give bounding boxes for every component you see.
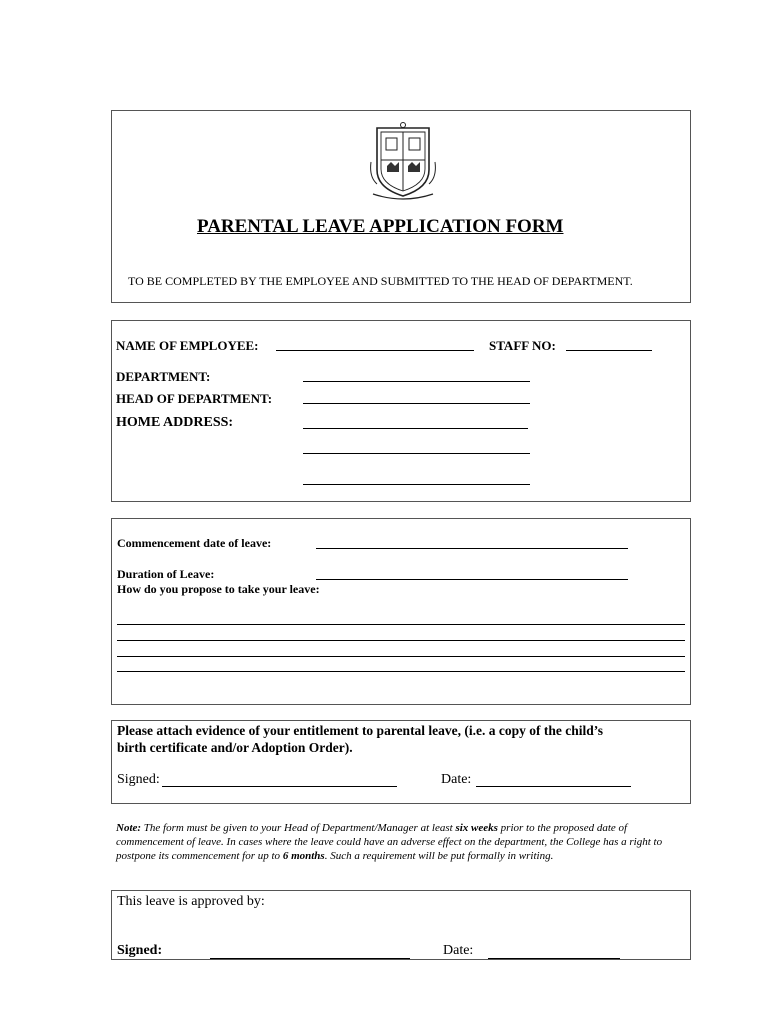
head-of-department-field[interactable] xyxy=(303,403,530,404)
commencement-label: Commencement date of leave: xyxy=(117,536,272,550)
note-six-months: 6 months xyxy=(282,850,325,862)
approval-date-field[interactable] xyxy=(488,958,620,959)
note-text-2: prior to the proposed date of commencement of leave. In cases where the leave could have an adverse effect on the department, the College has a right to postpone its commencement for up to xyxy=(116,822,663,862)
approval-date-label: Date: xyxy=(443,943,474,958)
evidence-signature-field[interactable] xyxy=(162,786,397,787)
evidence-date-field[interactable] xyxy=(476,786,631,787)
evidence-text-line-1: Please attach evidence of your entitlement to parental leave, (i.e. a copy of the child’s xyxy=(117,723,604,738)
how-field-1[interactable] xyxy=(117,624,685,625)
home-address-field-2[interactable] xyxy=(303,453,530,454)
employee-name-field[interactable] xyxy=(276,350,474,351)
note-paragraph xyxy=(116,821,688,863)
home-address-field-1[interactable] xyxy=(303,428,528,429)
commencement-field[interactable] xyxy=(316,548,628,549)
note-text-3: . Such a requirement will be put formally in writing. xyxy=(324,850,554,862)
approval-signed-label: Signed: xyxy=(117,943,163,958)
how-label: How do you propose to take your leave: xyxy=(117,582,320,596)
approval-signature-field[interactable] xyxy=(210,958,410,959)
note-text-1: The form must be given to your Head of Department/Manager at least xyxy=(143,822,453,834)
duration-field[interactable] xyxy=(316,579,628,580)
evidence-date-label: Date: xyxy=(441,772,472,787)
head-of-department-label: HEAD OF DEPARTMENT: xyxy=(116,391,273,406)
department-field[interactable] xyxy=(303,381,530,382)
note-label: Note: xyxy=(116,822,142,834)
home-address-label: HOME ADDRESS: xyxy=(116,415,234,430)
form-instruction: TO BE COMPLETED BY THE EMPLOYEE AND SUBMITTED TO THE HEAD OF DEPARTMENT. xyxy=(128,274,633,288)
staff-no-field[interactable] xyxy=(566,350,652,351)
evidence-signed-label: Signed: xyxy=(117,772,160,787)
how-field-3[interactable] xyxy=(117,656,685,657)
duration-label: Duration of Leave: xyxy=(117,567,215,581)
department-label: DEPARTMENT: xyxy=(116,369,211,384)
form-title: PARENTAL LEAVE APPLICATION FORM xyxy=(197,216,564,237)
note-six-weeks: six weeks xyxy=(455,822,498,834)
college-crest-icon xyxy=(369,122,437,202)
evidence-text-line-2: birth certificate and/or Adoption Order). xyxy=(117,740,353,755)
approval-label: This leave is approved by: xyxy=(117,894,265,909)
staff-no-label: STAFF NO: xyxy=(489,338,556,353)
how-field-4[interactable] xyxy=(117,671,685,672)
employee-name-label: NAME OF EMPLOYEE: xyxy=(116,338,259,353)
how-field-2[interactable] xyxy=(117,640,685,641)
home-address-field-3[interactable] xyxy=(303,484,530,485)
